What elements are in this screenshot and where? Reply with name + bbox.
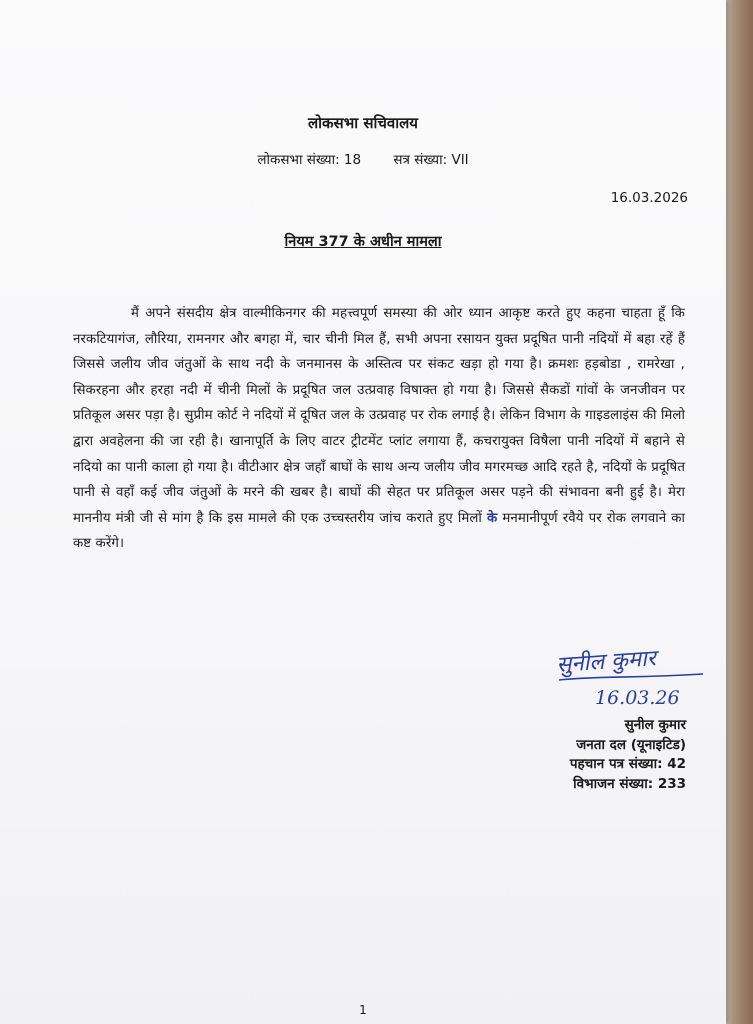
signatory-party: जनता दल (यूनाइटिड) <box>576 736 686 753</box>
body-paragraph <box>73 301 685 557</box>
signature-date-handwritten: 16.03.26 <box>595 687 680 709</box>
document-title: लोकसभा सचिवालय <box>307 114 418 132</box>
body-text-end: मनमानीपूर्ण रवैये पर रोक लगवाने का कष्ट करेंगे। <box>73 510 686 552</box>
division-number: विभाजन संख्या: 233 <box>573 775 686 792</box>
document-date: 16.03.2026 <box>610 190 688 206</box>
id-card-number: पहचान पत्र संख्या: 42 <box>569 756 686 772</box>
document-heading: नियम 377 के अधीन मामला <box>284 234 442 250</box>
session-info <box>0 150 726 168</box>
session-number: सत्र संख्या: VII <box>393 152 469 168</box>
handwritten-insert: के <box>486 510 498 526</box>
signature-name-handwritten: सुनील कुमार <box>555 646 657 678</box>
handwritten-signature <box>553 642 713 712</box>
lok-sabha-number: लोकसभा संख्या: 18 <box>257 152 362 168</box>
body-text: मैं अपने संसदीय क्षेत्र वाल्मीकिनगर की महत्त्वपूर्ण समस्या की ओर ध्यान आकृष्ट करते हुए कहना चाहता हूँ कि नरकटियागंज, लौरिया, रामनगर और बगहा में, चार चीनी मिल हैं, सभी अपना रसायन युक्त प्रदूषित पानी नदियों में बहा रहें हैं जिससे जलीय जीव जंतुओं के साथ नदी के जनमानस के अस्तित्व पर संकट खड़ा हो गया है। क्रमशः हड़बोडा , रामरेखा , सिकरहना और हरहा नदी में चीनी मिलों के प्रदूषित जल उत्प्रवाह विषाक्त हो गया है। जिससे सैकडों गांवों के जनजीवन पर प्रतिकूल असर पड़ा है। सुप्रीम कोर्ट ने नदियों में दूषित जल के उत्प्रवाह पर रोक लगाई है। लेकिन विभाग के गाइडलाइंस की मिलो द्वारा अवहेलना की जा रही है। खानापूर्ति के लिए वाटर ट्रीटमेंट प्लांट लगाया हैं, कचरायुक्त विषैला पानी नदियों में बहाने से नदियो का पानी काला हो गया है। वीटीआर क्षेत्र जहाँ बाघों के साथ अन्य जलीय जीव मगरमच्छ आदि रहते है, नदियों के प्रदूषित पानी से वहाँ कई जीव जंतुओं के मरने की खबर है। बाघों की सेहत पर प्रतिकूल असर पड़ने की संभावना बनी हुई है। मेरा माननीय मंत्री जी से मांग है कि इस मामले की एक उच्चस्तरीय जांच कराते हुए मिलों <box>73 306 685 526</box>
page-number: 1 <box>359 1003 367 1017</box>
signatory-block <box>570 716 686 794</box>
signatory-name: सुनील कुमार <box>624 717 686 733</box>
